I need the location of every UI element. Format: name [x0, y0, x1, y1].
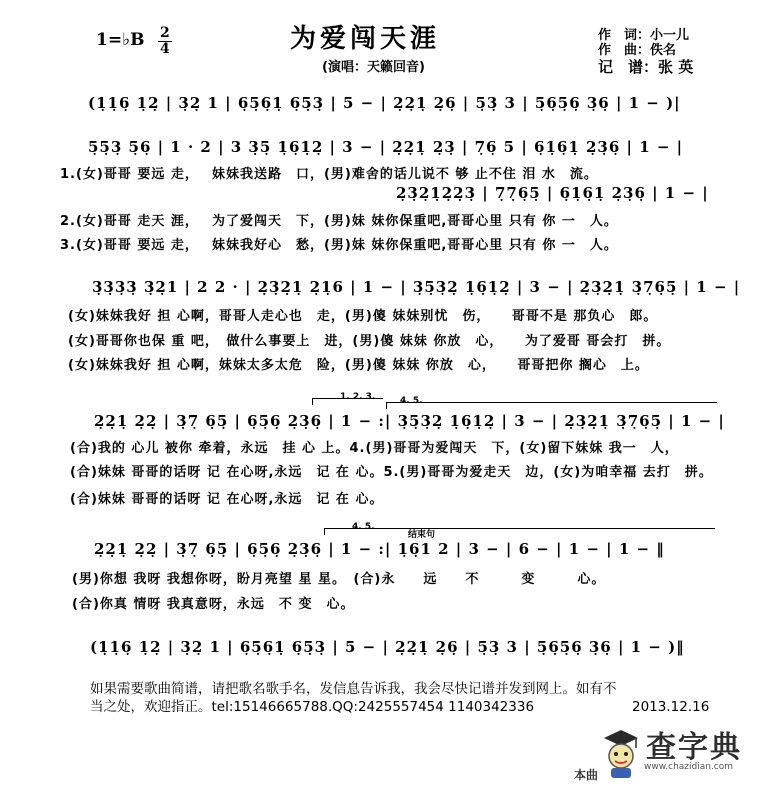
- volta-label-1: 1. 2. 3.: [340, 392, 376, 402]
- song-title: 为爱闯天涯: [290, 24, 441, 54]
- time-signature: [158, 26, 172, 57]
- key-note: ♭B: [122, 30, 145, 50]
- ending-label: 结束句: [408, 530, 436, 540]
- system-2-lyric-2: 2.(女)哥哥 走天 涯， 为了爱闯天 下，(男)妹 妹你保重吧,哥哥心里 只有 你 一 人。: [60, 214, 618, 229]
- system-3-lyric-3: (女)妹妹我好 担 心啊，妹妹太多太危 险，(男)傻 妹妹 你放 心， 哥哥把你 搁心 上。: [68, 358, 649, 373]
- system-2-lyric-3: 3.(女)哥哥 要远 走， 妹妹我好心 愁，(男)妹 妹你保重吧,哥哥心里 只有 你 一 人。: [60, 238, 618, 253]
- system-4-lyric-2: (合)妹妹 哥哥的话呀 记 在心呀,永远 记 在 心。5.(男)哥哥为爱走天 边，(女)为咱幸福 去打 拼。: [70, 465, 713, 480]
- time-bottom: 4: [160, 41, 170, 57]
- system-5-lyric-2: (合)你真 情呀 我真意呀，永远 不 变 心。: [72, 597, 355, 612]
- system-2-alt-notation: 2̣3̣2̣1̣2̣2̣3̣ | 7̣7̣6̣5̣ | 6̣1̣6̣1̣ 2̣3̣6̣ | 1 − |: [396, 184, 709, 202]
- corner-text: 本曲: [574, 768, 599, 782]
- key-prefix: 1=: [96, 30, 123, 50]
- footer-date: 2013.12.16: [632, 699, 710, 715]
- system-3-lyric-2: (女)哥哥你也保 重 吧， 做什么事要上 进，(男)傻 妹妹 你放 心， 为了爱哥 哥会打 拼。: [68, 334, 671, 349]
- volta-label-3: 4. 5.: [352, 522, 375, 532]
- system-2-lyric-1: 1.(女)哥哥 要远 走， 妹妹我送路 口，(男)难舍的话儿说不 够 止不住 泪 水 流。: [60, 167, 598, 182]
- watermark-url: www.chazidian.com: [644, 762, 734, 772]
- system-3-notation: 3̣3̣3̣3̣ 3̣2̣1 | 2 2 · | 2̣3̣2̣1̣ 2̣1̣6 | 1 − | 3̣5̣3̣2̣ 1̣6̣1̣2̣ | 3 − | 2̣3̣2̣1̣ 3̣7̣6̣5̣ | 1 − |: [92, 278, 741, 296]
- performer: (演唱：天籁回音): [322, 60, 425, 75]
- system-3-lyric-1: (女)妹妹我好 担 心啊，哥哥人走心也 走，(男)傻 妹妹别忧 伤， 哥哥不是 那负心 郎。: [68, 309, 658, 324]
- volta-label-2: 4. 5.: [400, 396, 423, 406]
- volta-bracket-2: [386, 402, 717, 409]
- system-4-notation: 2̣2̣1̣ 2̣2̣ | 3̣7̣ 6̣5̣ | 6̣5̣6̣ 2̣3̣6̣ | 1 − :| 3̣5̣3̣2̣ 1̣6̣1̣2̣ | 3 − | 2̣3̣2̣1̣ 3̣7̣6̣5̣ | 1 − |: [94, 412, 725, 430]
- key-signature: [96, 30, 144, 50]
- system-4-lyric-1: (合)我的 心儿 被你 牵着，永远 挂 心 上。4.(男)哥哥为爱闯天 下，(女)留下妹妹 我一 人，: [70, 441, 679, 456]
- system-2-notation: 5̣5̣3̣ 5̣6̣ | 1 · 2 | 3 3̣5̣ 1̣6̣1̣2̣ | 3 − | 2̣2̣1̣ 2̣3̣ | 7̣6̣ 5 | 6̣1̣6̣1̣ 2̣3̣6̣ | 1 − |: [88, 138, 684, 156]
- watermark-logo: [598, 722, 758, 784]
- footer-line-2: 当之处，欢迎指正。tel:15146665788.QQ:2425557454 1140342336: [90, 699, 535, 715]
- system-4-lyric-3: (合)妹妹 哥哥的话呀 记 在心呀,永远 记 在 心。: [70, 492, 384, 507]
- volta-bracket-3: [324, 528, 715, 535]
- time-top: 2: [160, 25, 170, 41]
- system-6-notation: (1̣1̣6̣ 1̣2̣ | 3̣2̣ 1 | 6̣5̣6̣1̣ 6̣5̣3̣ | 5 − | 2̣2̣1̣ 2̣6̣ | 5̣3̣ 3 | 5̣6̣5̣6̣ 3̣6̣ | 1 − )‖: [90, 638, 685, 656]
- mascot-icon: [598, 724, 644, 782]
- lyricist: 作 词：小一儿: [598, 28, 690, 43]
- system-5-lyric-1: (男)你想 我呀 我想你呀，盼月亮望 星 星。 (合)永 远 不 变 心。: [72, 572, 606, 587]
- composer: 作 曲：佚名: [598, 43, 677, 58]
- watermark-name: 查字典: [646, 730, 742, 765]
- transcriber: 记 谱：张 英: [598, 58, 694, 76]
- system-5-notation: 2̣2̣1̣ 2̣2̣ | 3̣7̣ 6̣5̣ | 6̣5̣6̣ 2̣3̣6̣ | 1 − :| 1̣6̣1 2 | 3 − | 6 − | 1 − | 1 − ‖: [94, 540, 665, 558]
- footer-line-1: 如果需要歌曲简谱，请把歌名歌手名，发信息告诉我，我会尽快记谱并发到网上。如有不: [90, 681, 617, 697]
- system-1-notation: (1̣1̣6̣ 1̣2̣ | 3̣2̣ 1 | 6̣5̣6̣1̣ 6̣5̣3̣ | 5 − | 2̣2̣1̣ 2̣6̣ | 5̣3̣ 3 | 5̣6̣5̣6̣ 3̣6̣ | 1 − )|: [88, 94, 681, 112]
